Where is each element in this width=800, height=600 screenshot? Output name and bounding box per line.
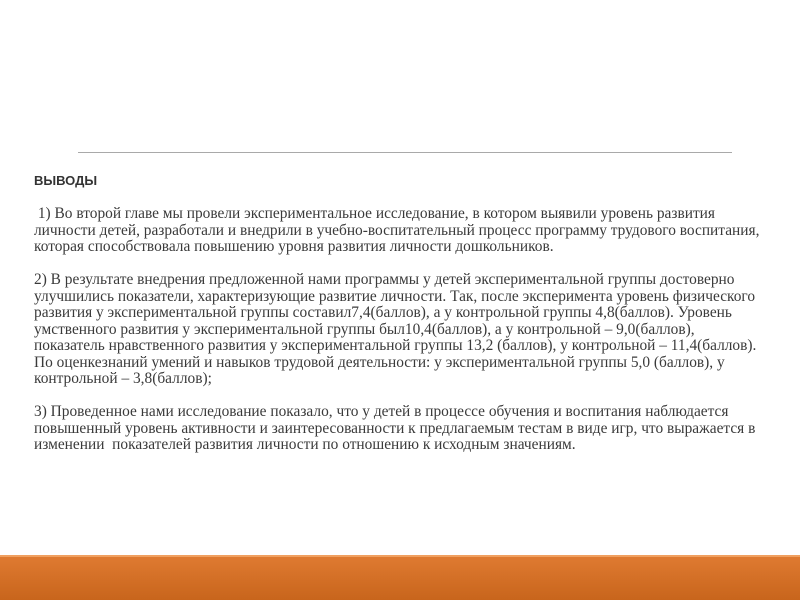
title-divider (78, 152, 732, 153)
accent-footer-highlight (0, 555, 800, 557)
conclusion-paragraph-1: 1) Во второй главе мы провели экспериментальное исследование, в котором выявили уровень развития личности детей, разработали и внедрили в учебно-воспитательный процесс программу трудового воспитания, которая способствовала повышению уровня развития личности дошкольников. (34, 205, 764, 255)
spacer (34, 256, 764, 273)
accent-footer-bar (0, 555, 800, 600)
conclusion-paragraph-2: 2) В результате внедрения предложенной нами программы у детей экспериментальной группы достоверно улучшились показатели, характеризующие развитие личности. Так, после эксперимента уровень физического развития у экспериментальной группы составил7,4(баллов), а у контрольной группы 4,8(баллов). Уровень умственного развития у экспериментальной группы был10,4(баллов), а у контрольной – 9,0(баллов), показатель нравственного развития у экспериментальной группы 13,2 (баллов), у контрольной – 11,4(баллов). По оценкезнаний умений и навыков трудовой деятельности: у экспериментальной группы 5,0 (баллов), у контрольной – 3,8(баллов); (34, 271, 761, 387)
spacer (34, 388, 764, 405)
spacer (34, 190, 764, 207)
slide-content (34, 173, 764, 454)
conclusion-paragraph-3: 3) Проведенное нами исследование показало, что у детей в процессе обучения и воспитания наблюдается повышенный уровень активности и заинтересованности к предлагаемым тестам в виде игр, что выражается в изменении показателей развития личности по отношению к исходным значениям. (34, 403, 760, 453)
conclusions-heading: ВЫВОДЫ (34, 173, 98, 188)
